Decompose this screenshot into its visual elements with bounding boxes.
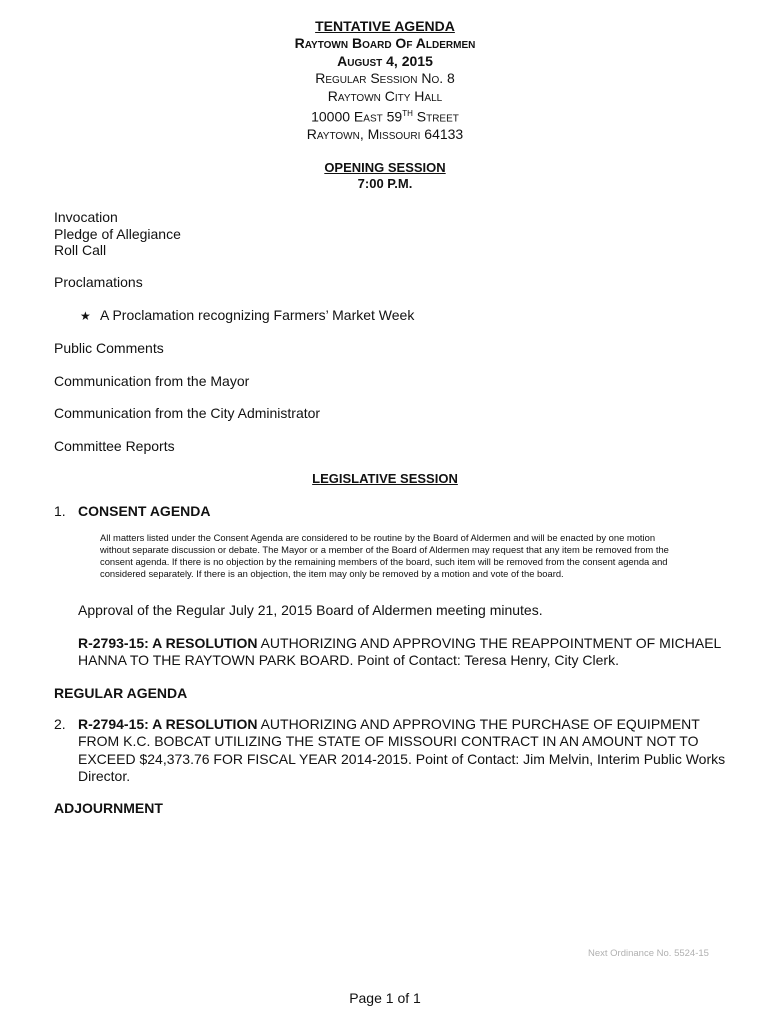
consent-agenda-note: All matters listed under the Consent Agenda are considered to be routine by the Board of Aldermen and will be enacted by one motion without separate discussion or debate. The Mayor or a member of the Board of Aldermen may request that any item be removed from the consent agenda. If there is no objection by the remaining members of the board, such item will be removed from the consent agenda and considered separately. If there is an objection, the item may only be removed by a motion and vote of the board. <box>100 532 669 579</box>
next-ordinance-number: Next Ordinance No. 5524-15 <box>588 948 709 959</box>
item-administrator: Communication from the City Administrator <box>54 405 321 421</box>
star-bullet-icon: ★ <box>80 309 91 323</box>
proclamation-item: ★ A Proclamation recognizing Farmers’ Market Week <box>80 307 415 323</box>
item-invocation: Invocation <box>54 209 118 225</box>
item-public-comments: Public Comments <box>54 340 164 356</box>
opening-session <box>0 160 770 192</box>
minutes-approval: Approval of the Regular July 21, 2015 Board of Aldermen meeting minutes. <box>78 602 543 618</box>
page-number: Page 1 of 1 <box>349 990 421 1006</box>
item-roll-call: Roll Call <box>54 242 107 258</box>
consent-agenda-heading: 1. CONSENT AGENDA <box>54 503 211 519</box>
regular-agenda-heading: REGULAR AGENDA <box>54 685 188 701</box>
item-mayor: Communication from the Mayor <box>54 373 250 389</box>
proclamations-label: Proclamations <box>54 274 143 290</box>
agenda-title: TENTATIVE AGENDA <box>315 18 455 34</box>
legislative-session-title: LEGISLATIVE SESSION <box>312 471 458 486</box>
street-address: 10000 East 59TH Street <box>311 108 459 125</box>
session-number: Regular Session No. 8 <box>315 70 455 87</box>
opening-session-time: 7:00 P.M. <box>357 176 413 191</box>
opening-session-title: OPENING SESSION <box>324 160 446 175</box>
meeting-date: August 4, 2015 <box>337 52 433 69</box>
venue: Raytown City Hall <box>327 87 443 104</box>
agenda-header <box>0 18 770 144</box>
adjournment: ADJOURNMENT <box>54 800 163 816</box>
city-state: Raytown, Missouri 64133 <box>306 126 464 143</box>
resolution-r-2794-15: R-2794-15: A RESOLUTION AUTHORIZING AND APPROVING THE PURCHASE OF EQUIPMENT FROM K.C. BOBCAT UTILIZING THE STATE OF MISSOURI CONTRACT IN AN AMOUNT NOT TO EXCEED $24,373.76 FOR FISCAL YEAR 2014-2015. Point of Contact: Jim Melvin, Interim Public Works Director. <box>78 716 726 784</box>
item-pledge: Pledge of Allegiance <box>54 226 181 242</box>
item-committee-reports: Committee Reports <box>54 438 175 454</box>
regular-item-number: 2. <box>54 716 66 732</box>
resolution-r-2793-15: R-2793-15: A RESOLUTION AUTHORIZING AND APPROVING THE REAPPOINTMENT OF MICHAEL HANNA TO THE RAYTOWN PARK BOARD. Point of Contact: Teresa Henry, City Clerk. <box>78 635 721 669</box>
board-name: Raytown Board Of Aldermen <box>294 35 476 52</box>
